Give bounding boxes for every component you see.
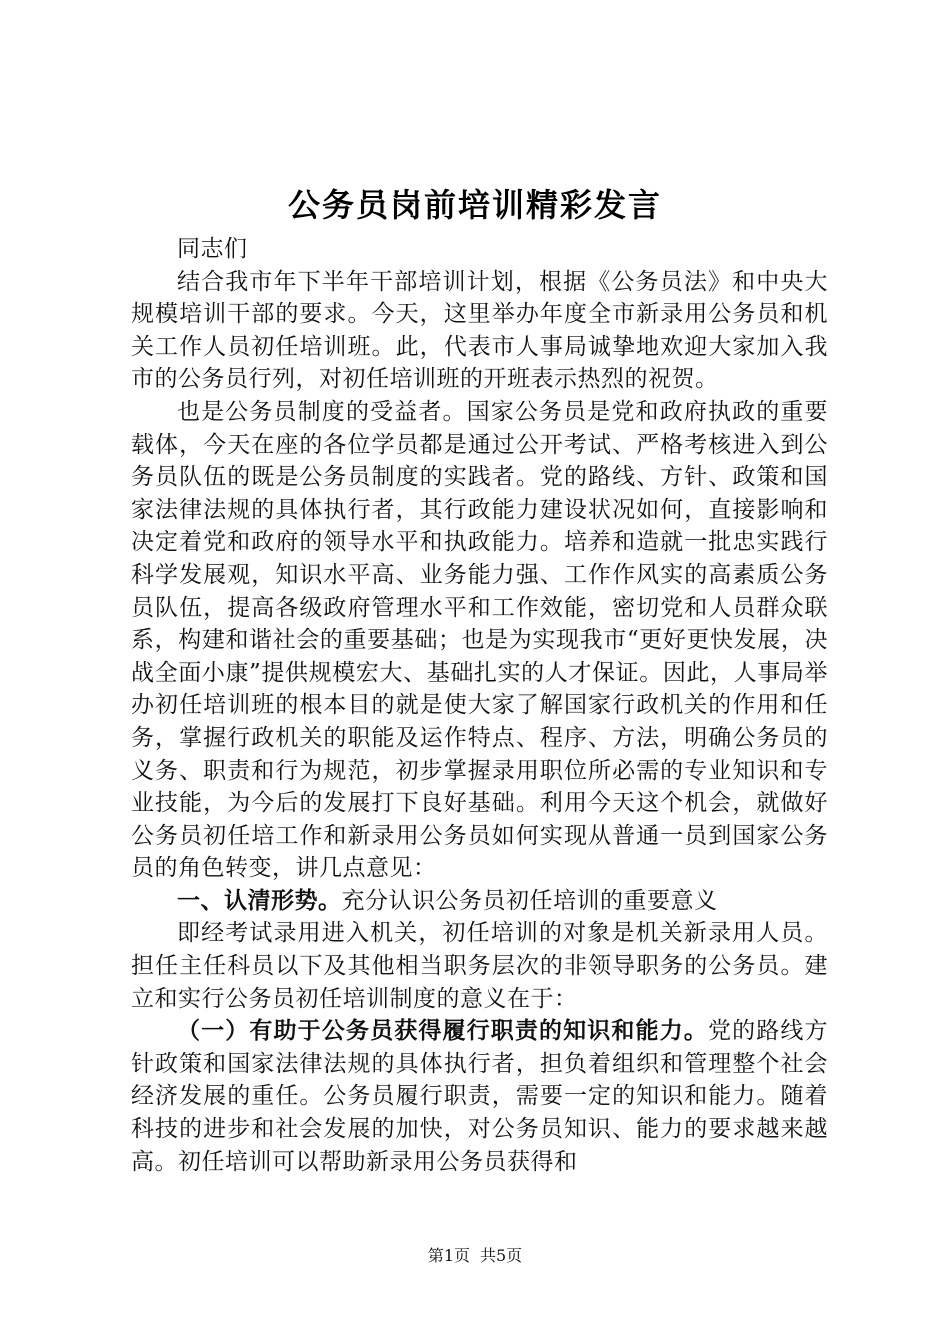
page-footer: [0, 1243, 950, 1266]
subsection-paragraph: [131, 1015, 828, 1178]
paragraph-text: 也是公务员制度的受益者。国家公务员是党和政府执政的重要载体，今天在座的各位学员都是通过公开考试、严格考核进入到公务员队伍的既是公务员制度的实践者。党的路线、方针、政策和国家法律法规的具体执行者，其行政能力建设状况如何，直接影响和决定着党和政府的领导水平和执政能力。培养和造就一批忠实践行科学发展观，知识水平高、业务能力强、工作作风实的高素质公务员队伍，提高各级政府管理水平和工作效能，密切党和人员群众联系，构建和谐社会的重要基础；也是为实现我市“更好更快发展，决战全面小康”提供规模宏大、基础扎实的人才保证。因此，人事局举办初任培训班的根本目的就是使大家了解国家行政机关的作用和任务，掌握行政机关的职能及运作特点、程序、方法，明确公务员的义务、职责和行为规范，初步掌握录用职位所必需的专业知识和专业技能，为今后的发展打下良好基础。利用今天这个机会，就做好公务员初任培工作和新录用公务员如何实现从普通一员到国家公务员的角色转变，讲几点意见：: [131, 398, 828, 882]
paragraph-text: 充分认识公务员初任培训的重要意义: [341, 887, 718, 914]
paragraph-text: 结合我市年下半年干部培训计划，根据《公务员法》和中央大规模培训干部的要求。今天，这里举办年度全市新录用公务员和机关工作人员初任培训班。此，代表市人事局诚挚地欢迎大家加入我市的公务员行列，对初任培训班的开班表示热烈的祝贺。: [131, 268, 828, 393]
document-title: 公务员岗前培训精彩发言: [287, 186, 662, 224]
paragraph: [131, 266, 828, 396]
paragraph: [131, 396, 828, 885]
subsection-heading: （一）有助于公务员获得履行职责的知识和能力。: [177, 1018, 708, 1045]
document-body: [131, 233, 828, 1178]
paragraph-text: 党的路线方针政策和国家法律法规的具体执行者，担负着组织和管理整个社会经济发展的重任。公务员履行职责，需要一定的知识和能力。随着科技的进步和社会发展的加快，对公务员知识、能力的要求越来越高。初任培训可以帮助新录用公务员获得和: [131, 1018, 829, 1175]
page-number: 第1页: [427, 1246, 470, 1265]
section-heading-paragraph: [131, 885, 828, 918]
paragraph-text: 即经考试录用进入机关，初任培训的对象是机关新录用人员。担任主任科员以下及其他相当职务层次的非领导职务的公务员。建立和实行公务员初任培训制度的意义在于：: [131, 920, 828, 1012]
salutation: 同志们: [177, 236, 248, 262]
paragraph: [131, 917, 828, 1015]
section-heading: 一、认清形势。: [177, 887, 342, 914]
page-total: 共5页: [480, 1246, 523, 1265]
